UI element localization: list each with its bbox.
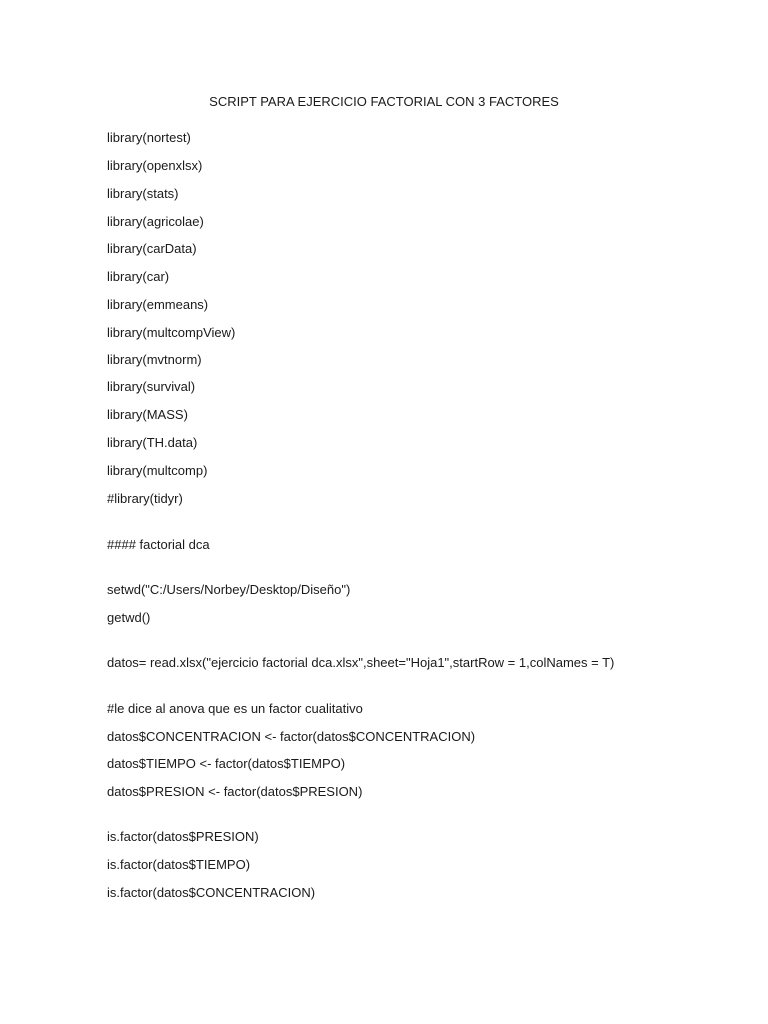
script-line: is.factor(datos$CONCENTRACION)	[107, 885, 316, 900]
script-line: #library(tidyr)	[107, 491, 183, 506]
script-line: library(openxlsx)	[107, 158, 203, 173]
script-line: #### factorial dca	[107, 537, 210, 552]
script-line: getwd()	[107, 610, 151, 625]
script-line: library(MASS)	[107, 407, 188, 422]
script-line: library(mvtnorm)	[107, 352, 202, 367]
script-line: datos$PRESION <- factor(datos$PRESION)	[107, 784, 363, 799]
script-line: is.factor(datos$TIEMPO)	[107, 857, 251, 872]
script-line: is.factor(datos$PRESION)	[107, 829, 259, 844]
script-line: library(TH.data)	[107, 435, 198, 450]
script-line: library(car)	[107, 269, 170, 284]
script-line: datos$CONCENTRACION <- factor(datos$CONCENTRACION)	[107, 729, 476, 744]
document-title: SCRIPT PARA EJERCICIO FACTORIAL CON 3 FACTORES	[209, 94, 559, 109]
script-line: datos= read.xlsx("ejercicio factorial dca.xlsx",sheet="Hoja1",startRow = 1,colNames = T)	[107, 655, 615, 670]
script-line: library(multcomp)	[107, 463, 208, 478]
script-line: library(agricolae)	[107, 214, 204, 229]
script-line: library(nortest)	[107, 130, 191, 145]
script-line: datos$TIEMPO <- factor(datos$TIEMPO)	[107, 756, 346, 771]
script-line: library(stats)	[107, 186, 179, 201]
script-line: library(emmeans)	[107, 297, 209, 312]
script-line: library(multcompView)	[107, 325, 236, 340]
script-line: library(survival)	[107, 379, 196, 394]
script-line: setwd("C:/Users/Norbey/Desktop/Diseño")	[107, 582, 351, 597]
script-line: #le dice al anova que es un factor cualitativo	[107, 701, 363, 716]
script-line: library(carData)	[107, 241, 197, 256]
